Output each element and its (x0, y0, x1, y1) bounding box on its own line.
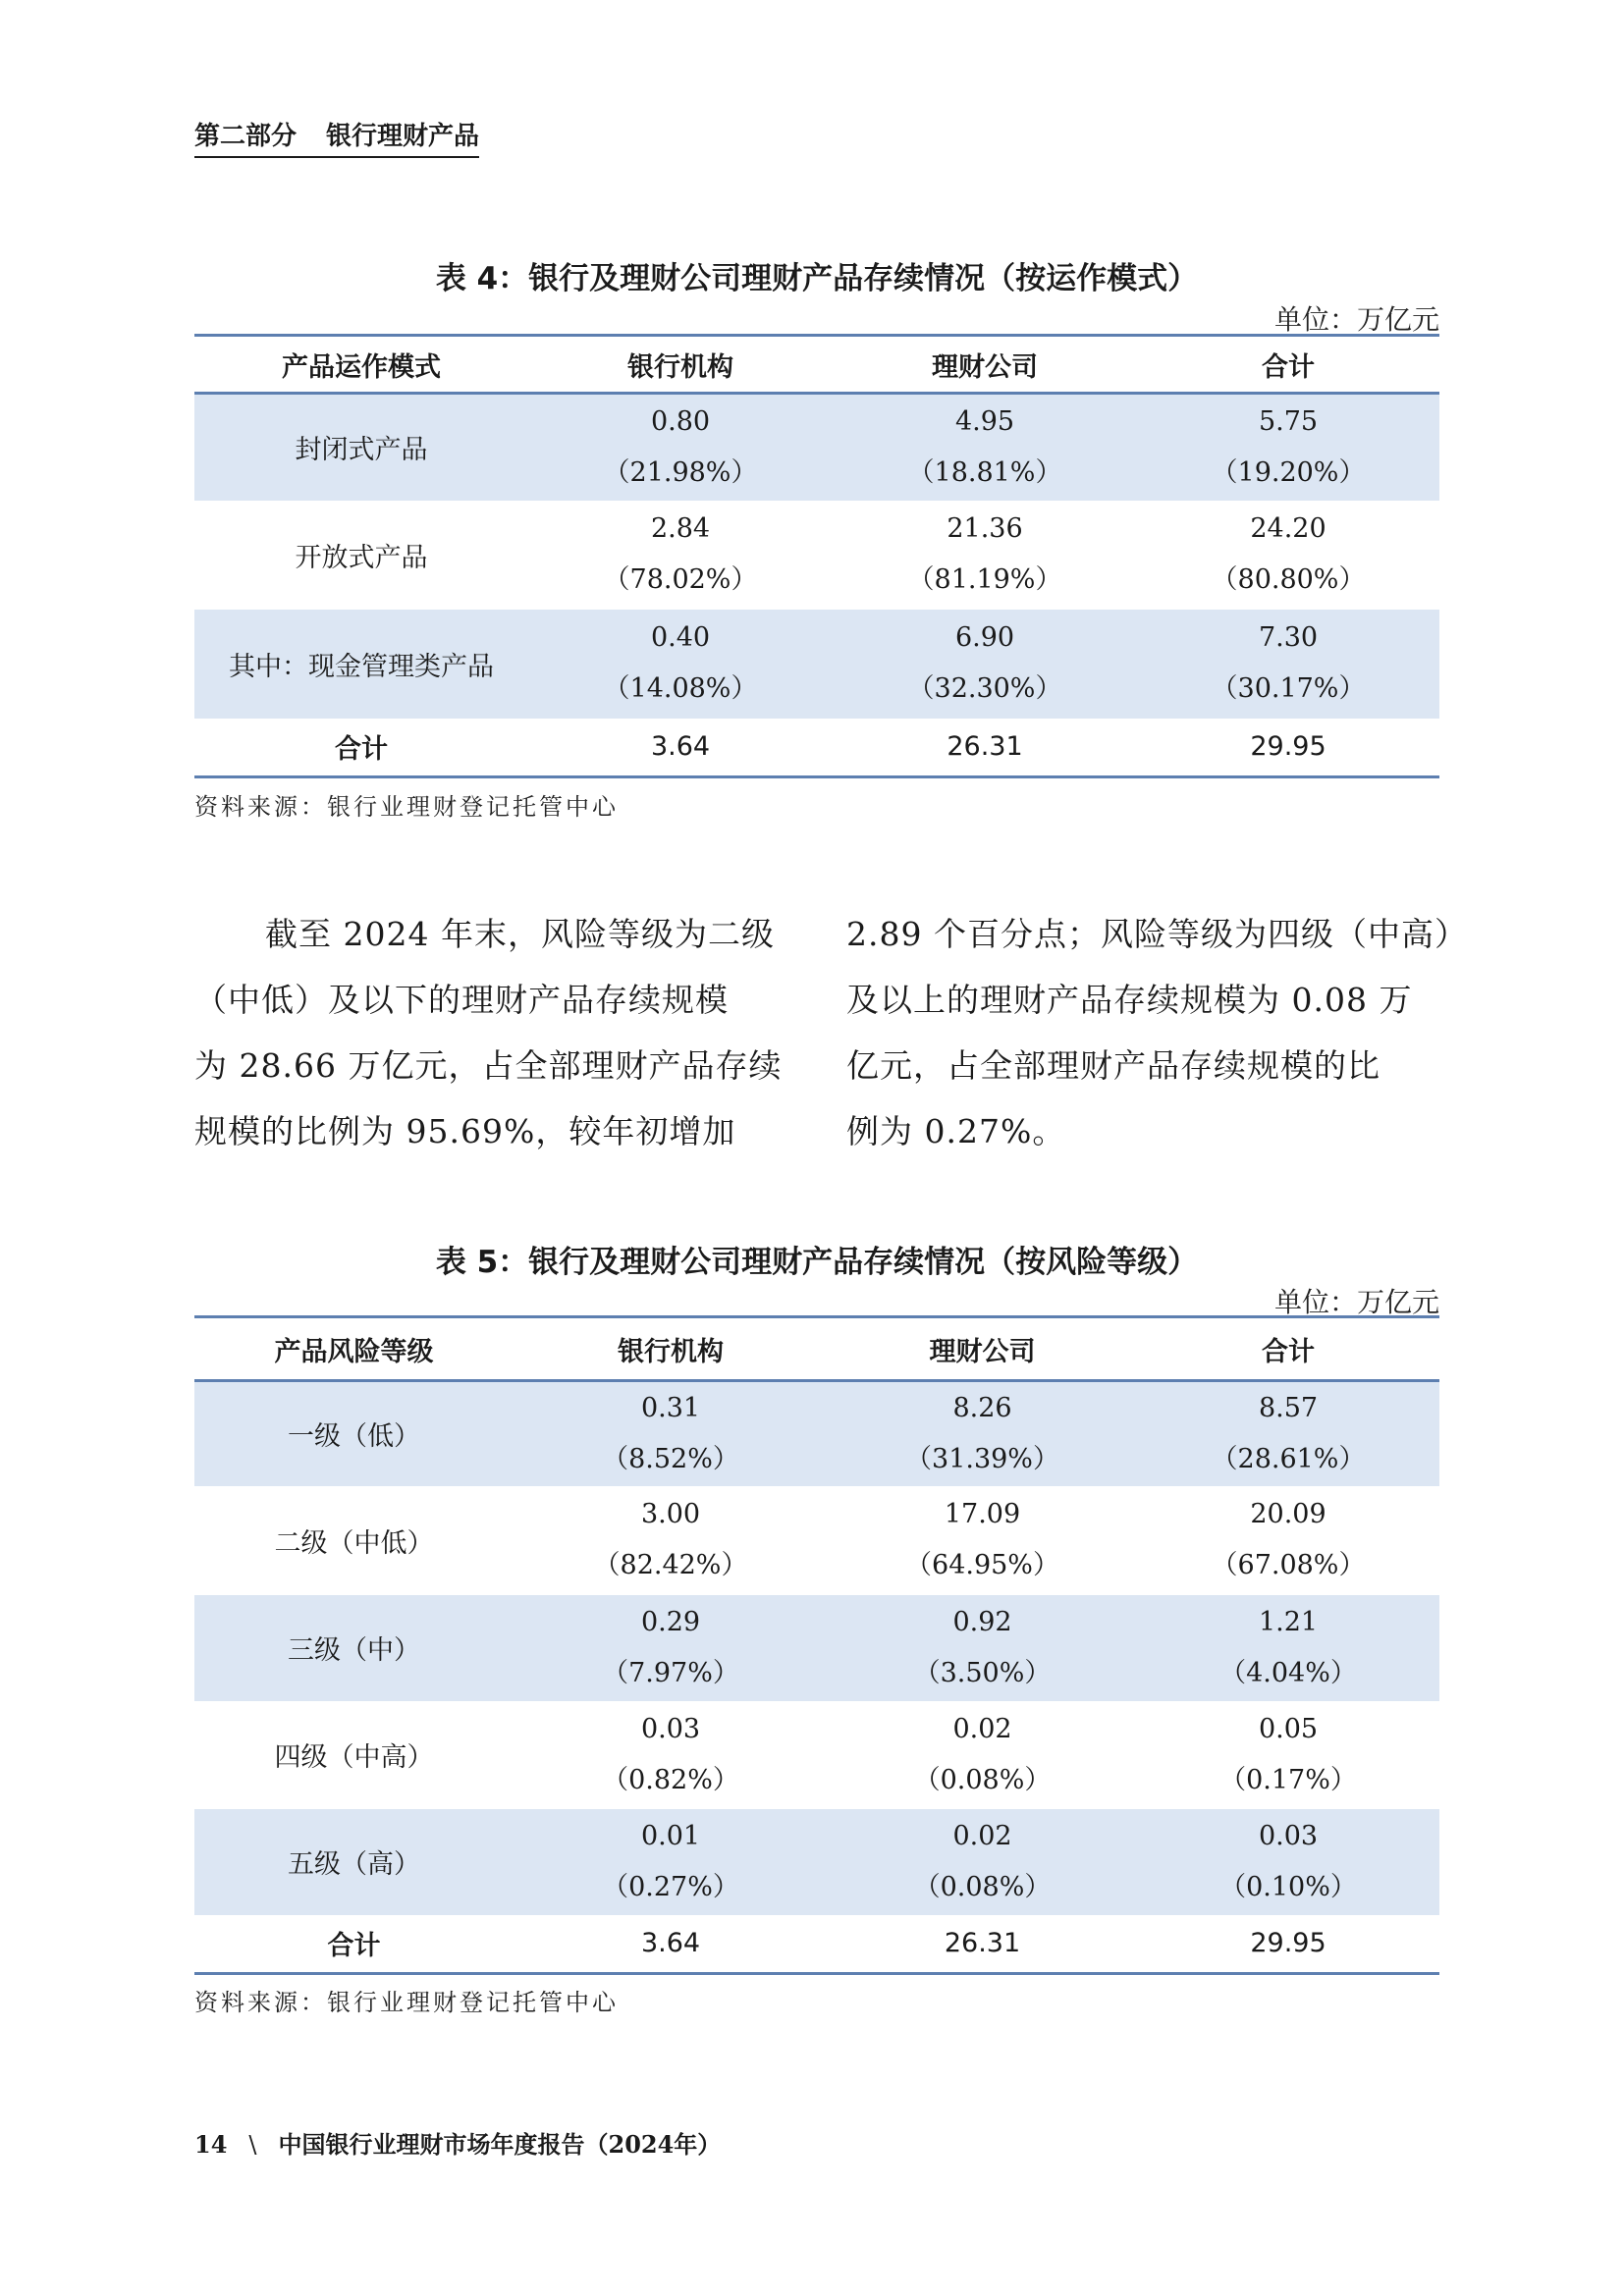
body-line: 2.89 个百分点；风险等级为四级（中高） (846, 915, 1468, 953)
table4-title: 表 4：银行及理财公司理财产品存续情况（按运作模式） (435, 261, 1199, 296)
table-cell (1137, 1701, 1439, 1809)
row-label: 开放式产品 (295, 542, 428, 573)
table4-unit: 单位：万亿元 (1273, 303, 1439, 336)
cell-value: 0.92 (952, 1606, 1012, 1637)
cell-value: 0.31 (640, 1392, 701, 1423)
cell-value: 24.20 (1250, 513, 1326, 544)
body-line: 规模的比例为 95.69%，较年初增加 (194, 1112, 736, 1150)
table-cell (1137, 1486, 1439, 1595)
table4-source: 资料来源：银行业理财登记托管中心 (194, 793, 619, 821)
table-row (194, 1809, 1439, 1915)
cell-value: 0.40 (650, 622, 711, 653)
table5-col-header: 理财公司 (828, 1317, 1137, 1381)
cell-value: 0.29 (640, 1606, 701, 1637)
table-cell (828, 1701, 1137, 1809)
cell-value: 20.09 (1250, 1499, 1326, 1529)
row-label: 一级（低） (194, 1381, 514, 1486)
table-cell (833, 501, 1137, 610)
body-line: （中低）及以下的理财产品存续规模 (194, 981, 729, 1019)
table-cell (1137, 1595, 1439, 1701)
table-cell (528, 610, 833, 719)
total-row (194, 1915, 1439, 1974)
table4-col-header: 理财公司 (833, 336, 1137, 394)
total-value: 3.64 (514, 1915, 828, 1974)
table-row (194, 1381, 1439, 1486)
table4-col-header: 产品运作模式 (194, 336, 528, 394)
table-cell (1137, 501, 1439, 610)
table4-header-row (194, 336, 1439, 394)
total-value: 26.31 (833, 719, 1137, 777)
cell-percent: （0.10%） (1219, 1871, 1357, 1902)
cell-percent: （81.19%） (907, 564, 1062, 595)
header-part: 第二部分 (194, 122, 298, 151)
table-cell (528, 501, 833, 610)
total-label: 合计 (194, 1915, 514, 1974)
cell-percent: （78.02%） (603, 564, 758, 595)
table-cell (833, 610, 1137, 719)
cell-percent: （7.97%） (602, 1657, 739, 1688)
cell-percent: （14.08%） (603, 673, 758, 704)
body-text-right (846, 901, 1468, 1164)
cell-value: 1.21 (1258, 1606, 1319, 1637)
table-cell (828, 1381, 1137, 1486)
cell-percent: （80.80%） (1211, 564, 1366, 595)
table4-col-header: 合计 (1137, 336, 1439, 394)
total-row (194, 719, 1439, 777)
cell-value: 0.80 (650, 405, 711, 437)
cell-percent: （0.17%） (1219, 1764, 1357, 1795)
report-title: 中国银行业理财市场年度报告（2024年） (278, 2130, 722, 2159)
table-cell (528, 394, 833, 501)
cell-value: 17.09 (944, 1499, 1021, 1529)
cell-value: 4.95 (954, 405, 1015, 437)
table-row (194, 1595, 1439, 1701)
cell-percent: （67.08%） (1211, 1550, 1366, 1580)
table-row (194, 1701, 1439, 1809)
table-row (194, 610, 1439, 719)
cell-value: 0.05 (1258, 1713, 1319, 1744)
body-line: 亿元，占全部理财产品存续规模的比 (846, 1046, 1380, 1085)
total-value: 29.95 (1137, 1915, 1439, 1974)
cell-percent: （32.30%） (907, 673, 1062, 704)
table5-col-header: 合计 (1137, 1317, 1439, 1381)
row-label: 四级（中高） (274, 1742, 434, 1773)
table-cell (828, 1809, 1137, 1915)
body-line: 及以上的理财产品存续规模为 0.08 万 (846, 981, 1413, 1019)
cell-percent: （0.08%） (913, 1764, 1052, 1795)
cell-value: 5.75 (1258, 405, 1319, 437)
table5-unit: 单位：万亿元 (1273, 1286, 1439, 1318)
table-cell (1137, 394, 1439, 501)
header-title: 银行理财产品 (326, 122, 480, 151)
body-line: 为 28.66 万亿元，占全部理财产品存续 (194, 1046, 783, 1085)
row-label: 其中：现金管理类产品 (194, 610, 528, 719)
table-cell (514, 1595, 828, 1701)
cell-value: 2.84 (650, 513, 711, 544)
table-cell (1137, 1381, 1439, 1486)
total-label: 合计 (194, 719, 528, 777)
table-row (194, 501, 1439, 610)
table5 (194, 1315, 1439, 1975)
table-cell (828, 1595, 1137, 1701)
body-text-left (194, 901, 784, 1164)
cell-value: 7.30 (1258, 622, 1319, 653)
table-row (194, 394, 1439, 501)
cell-value: 0.02 (952, 1820, 1012, 1851)
table-cell (514, 1701, 828, 1809)
page-footer (194, 2125, 721, 2160)
cell-percent: （19.20%） (1211, 456, 1366, 488)
table-cell (1137, 1809, 1439, 1915)
cell-percent: （82.42%） (593, 1550, 748, 1580)
cell-value: 8.26 (952, 1392, 1012, 1423)
table-cell (514, 1486, 828, 1595)
cell-percent: （0.27%） (602, 1871, 739, 1902)
row-label: 二级（中低） (274, 1527, 434, 1559)
cell-percent: （31.39%） (905, 1443, 1059, 1474)
table-cell (833, 394, 1137, 501)
running-header (194, 116, 479, 158)
table5-col-header: 银行机构 (514, 1317, 828, 1381)
table5-col-header: 产品风险等级 (194, 1317, 514, 1381)
table-cell (1137, 610, 1439, 719)
row-label: 五级（高） (194, 1809, 514, 1915)
total-value: 26.31 (828, 1915, 1137, 1974)
total-value: 3.64 (528, 719, 833, 777)
cell-value: 0.03 (640, 1713, 701, 1744)
body-line: 截至 2024 年末，风险等级为二级 (265, 915, 775, 953)
cell-value: 3.00 (640, 1499, 701, 1529)
cell-percent: （30.17%） (1211, 673, 1366, 704)
table5-header-row (194, 1317, 1439, 1381)
table-row (194, 1486, 1439, 1595)
cell-percent: （8.52%） (602, 1443, 739, 1474)
cell-value: 21.36 (947, 513, 1023, 544)
page-number: 14 (194, 2130, 228, 2159)
cell-percent: （0.82%） (602, 1764, 739, 1795)
row-label: 三级（中） (194, 1595, 514, 1701)
cell-percent: （3.50%） (913, 1657, 1052, 1688)
cell-value: 0.03 (1258, 1820, 1319, 1851)
cell-percent: （28.61%） (1211, 1443, 1366, 1474)
cell-percent: （0.08%） (913, 1871, 1052, 1902)
table5-title: 表 5：银行及理财公司理财产品存续情况（按风险等级） (435, 1245, 1199, 1280)
cell-value: 0.02 (952, 1713, 1012, 1744)
table-cell (514, 1381, 828, 1486)
table5-source: 资料来源：银行业理财登记托管中心 (194, 1989, 619, 2016)
table-cell (828, 1486, 1137, 1595)
cell-percent: （21.98%） (603, 456, 758, 488)
row-label: 封闭式产品 (194, 394, 528, 501)
body-line: 例为 0.27%。 (846, 1112, 1066, 1150)
cell-percent: （64.95%） (905, 1550, 1059, 1580)
footer-separator: \ (248, 2131, 257, 2159)
table4 (194, 334, 1439, 778)
cell-value: 0.01 (640, 1820, 701, 1851)
table-cell (514, 1809, 828, 1915)
cell-value: 6.90 (954, 622, 1015, 653)
table4-col-header: 银行机构 (528, 336, 833, 394)
total-value: 29.95 (1137, 719, 1439, 777)
cell-percent: （4.04%） (1219, 1657, 1357, 1688)
cell-percent: （18.81%） (907, 456, 1062, 488)
cell-value: 8.57 (1258, 1392, 1319, 1423)
